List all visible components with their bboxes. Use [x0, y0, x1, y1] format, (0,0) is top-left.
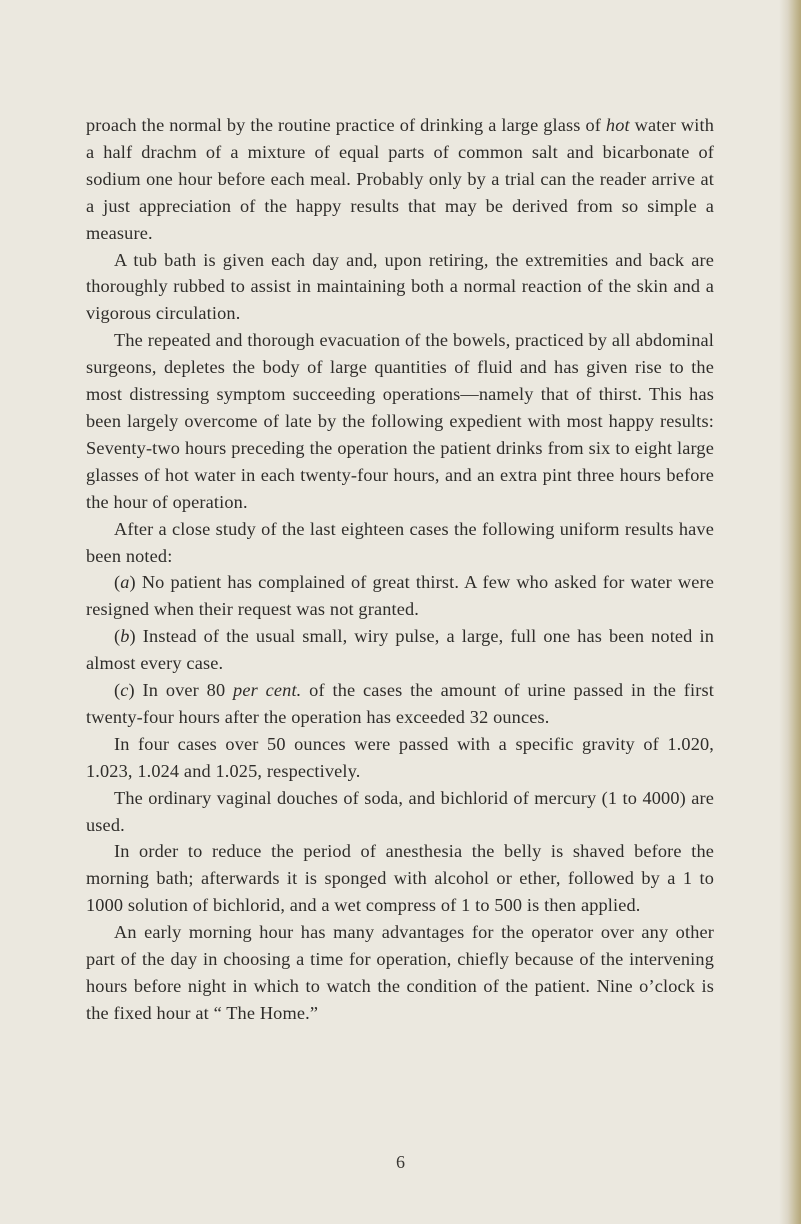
item-marker: b [120, 626, 130, 647]
list-item-a: (a) No patient has complained of great thirst. A few who asked for water were resigned when their request was not granted. [86, 572, 714, 620]
item-text: Instead of the usual small, wiry pulse, a large, full one has been noted in almost every case. [86, 626, 714, 674]
item-marker: a [120, 572, 130, 593]
paragraph-four-cases: In four cases over 50 ounces were passed with a specific gravity of 1.020, 1.023, 1.024 and 1.025, respectively. [86, 733, 714, 781]
paragraph-text: water with a half drachm of a mixture of equal parts of common salt and bicarbonate of sodium one hour before each meal. Probably only by a trial can the reader arrive at a just appreciation of the happy results that may be derived from so simple a measure. [86, 115, 715, 243]
paragraph-morning-hour: An early morning hour has many advantages for the operator over any other part of the day in choosing a time for operation, chiefly because of the intervening hours before night in which to watch the condition of the patient. Nine o’clock is the fixed hour at “ The Home.” [86, 922, 714, 1023]
list-item-c: (c) In over 80 per cent. of the cases the amount of urine passed in the first twenty-four hours after the operation has exceeded 32 ounces. [86, 680, 714, 727]
body-text [86, 112, 714, 1027]
item-text: of the cases the amount of urine passed in the first twenty-four hours after the operation has exceeded 32 ounces. [86, 680, 714, 727]
paragraph-douches: The ordinary vaginal douches of soda, and bichlorid of mercury (1 to 4000) are used. [86, 787, 714, 835]
paragraph-tub-bath: A tub bath is given each day and, upon retiring, the extremities and back are thoroughly rubbed to assist in maintaining both a normal reaction of the skin and a vigorous circulation. [86, 249, 714, 324]
paragraph-evacuation: The repeated and thorough evacuation of the bowels, practiced by all abdominal surgeons, depletes the body of large quantities of fluid and has given rise to the most distressing symptom succeeding operations—namely that of thirst. This has been largely overcome of late by the following expedient with most happy results: Seventy-two hours preceding the operation the patient drinks from six to eight large glasses of hot water in each twenty-four hours, and an extra pint three hours before the hour of operation. [86, 330, 714, 512]
emphasis-text: hot [605, 115, 630, 135]
item-marker: c [120, 680, 129, 701]
list-item-b: (b) Instead of the usual small, wiry pulse, a large, full one has been noted in almost every case. [86, 626, 714, 674]
paragraph-anesthesia: In order to reduce the period of anesthesia the belly is shaved before the morning bath; afterwards it is sponged with alcohol or ether, followed by a 1 to 1000 solution of bichlorid, and a wet compress of 1 to 500 is then applied. [86, 841, 714, 916]
page-number: 6 [396, 1152, 405, 1172]
paragraph-continuation [86, 112, 714, 247]
paragraph-study: After a close study of the last eighteen cases the following uniform results have been noted: [86, 518, 714, 566]
paragraph-text: proach the normal by the routine practice of drinking a large glass of [86, 115, 606, 135]
item-text: No patient has complained of great thirst. A few who asked for water were resigned when their request was not granted. [86, 572, 714, 620]
item-text: In over 80 [134, 680, 234, 701]
page-edge [779, 0, 801, 1224]
emphasis-text: per cent. [233, 680, 302, 701]
